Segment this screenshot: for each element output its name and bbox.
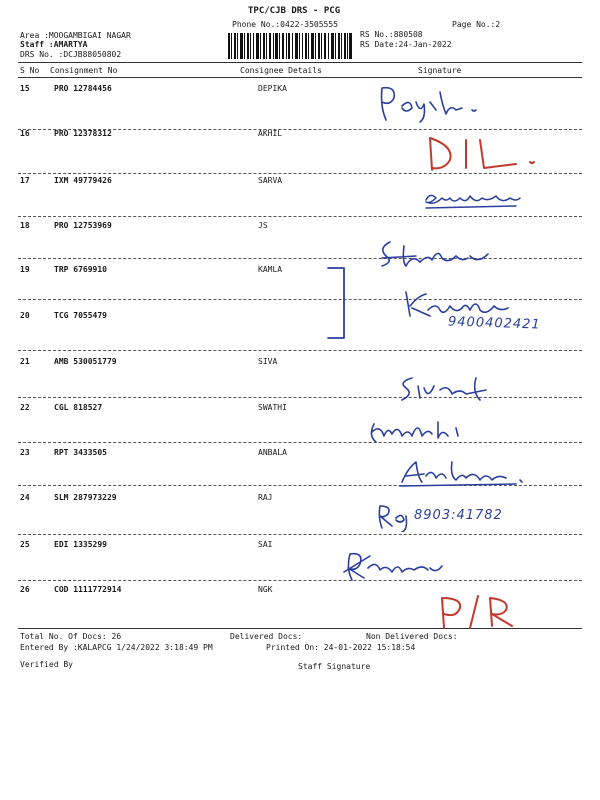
row-divider: [18, 350, 582, 351]
row-consignee: SWATHI: [258, 403, 287, 412]
page-number: Page No.:2: [452, 20, 501, 29]
row-consignee: RAJ: [258, 493, 273, 502]
column-header-consignment: Consignment No: [50, 66, 118, 75]
entered-by: Entered By :KALAPCG 1/24/2022 3:18:49 PM: [20, 643, 213, 652]
row-consignee: SIVA: [258, 357, 278, 366]
row-divider: [18, 442, 582, 443]
row-divider: [18, 580, 582, 581]
signature-raj: [374, 502, 414, 532]
row-sno: 23: [20, 448, 30, 457]
row-consignment: SLM 287973229: [54, 493, 117, 502]
row-consignee: ANBALA: [258, 448, 287, 457]
document-title: TPC/CJB DRS - PCG: [248, 6, 341, 16]
column-header-consignee: Consignee Details: [240, 66, 322, 75]
staff-label: Staff :AMARTYA: [20, 40, 88, 49]
row-consignment: AMB 530051779: [54, 357, 117, 366]
handwritten-phone-note: 9400402421: [447, 314, 541, 333]
row-sno: 24: [20, 493, 30, 502]
row-consignment: COD 1111772914: [54, 585, 122, 594]
signature-akhil: [420, 134, 560, 176]
printed-on: Printed On: 24-01-2022 15:18:54: [266, 643, 416, 652]
signature-ngk: [432, 592, 522, 632]
rs-date: RS Date:24-Jan-2022: [360, 40, 452, 49]
row-consignment: PRO 12378312: [54, 129, 112, 138]
row-sno: 25: [20, 540, 30, 549]
row-consignment: TCG 7055479: [54, 311, 107, 320]
header-rule-bottom: [18, 77, 582, 78]
handwritten-raj-phone: 8903:41782: [414, 508, 503, 523]
row-consignment: PRO 12784456: [54, 84, 112, 93]
staff-signature: Staff Signature: [298, 662, 371, 671]
row-consignment: IXM 49779426: [54, 176, 112, 185]
signature-js: [376, 236, 506, 272]
rs-number: RS No.:880508: [360, 30, 423, 39]
row-sno: 16: [20, 129, 30, 138]
row-consignee: NGK: [258, 585, 273, 594]
row-consignment: RPT 3433505: [54, 448, 107, 457]
drs-number: DRS No. :DCJB88050802: [20, 50, 122, 59]
signature-depika: [376, 84, 506, 124]
row-consignee: SAI: [258, 540, 273, 549]
non-delivered-docs: Non Delivered Docs:: [366, 632, 458, 641]
row-sno: 15: [20, 84, 30, 93]
total-docs: Total No. Of Docs: 26: [20, 632, 122, 641]
row-consignee: AKHIL: [258, 129, 283, 138]
signature-anbala: [396, 458, 536, 488]
row-sno: 26: [20, 585, 30, 594]
bracket-mark: [320, 262, 360, 344]
signature-sai: [340, 550, 470, 584]
row-sno: 20: [20, 311, 30, 320]
row-divider: [18, 216, 582, 217]
row-sno: 17: [20, 176, 30, 185]
row-consignment: EDI 1335299: [54, 540, 107, 549]
row-consignment: PRO 12753969: [54, 221, 112, 230]
row-sno: 18: [20, 221, 30, 230]
row-consignee: JS: [258, 221, 268, 230]
signature-swathi: [366, 414, 486, 446]
column-header-signature: Signature: [418, 66, 462, 75]
verified-by: Verified By: [20, 660, 73, 669]
row-consignee: KAMLA: [258, 265, 283, 274]
row-sno: 21: [20, 357, 30, 366]
signature-sarva: [420, 186, 530, 212]
row-consignment: CGL 818527: [54, 403, 103, 412]
area-label: Area :MOOGAMBIGAI NAGAR: [20, 31, 131, 40]
phone-number: Phone No.:0422-3505555: [232, 20, 338, 29]
delivered-docs: Delivered Docs:: [230, 632, 303, 641]
row-consignment: TRP 6769910: [54, 265, 107, 274]
row-consignee: SARVA: [258, 176, 283, 185]
row-sno: 22: [20, 403, 30, 412]
row-divider: [18, 534, 582, 535]
row-sno: 19: [20, 265, 30, 274]
barcode: [228, 33, 352, 59]
row-consignee: DEPIKA: [258, 84, 287, 93]
header-rule-top: [18, 62, 582, 63]
column-header-sno: S No: [20, 66, 40, 75]
signature-siva: [396, 372, 506, 404]
